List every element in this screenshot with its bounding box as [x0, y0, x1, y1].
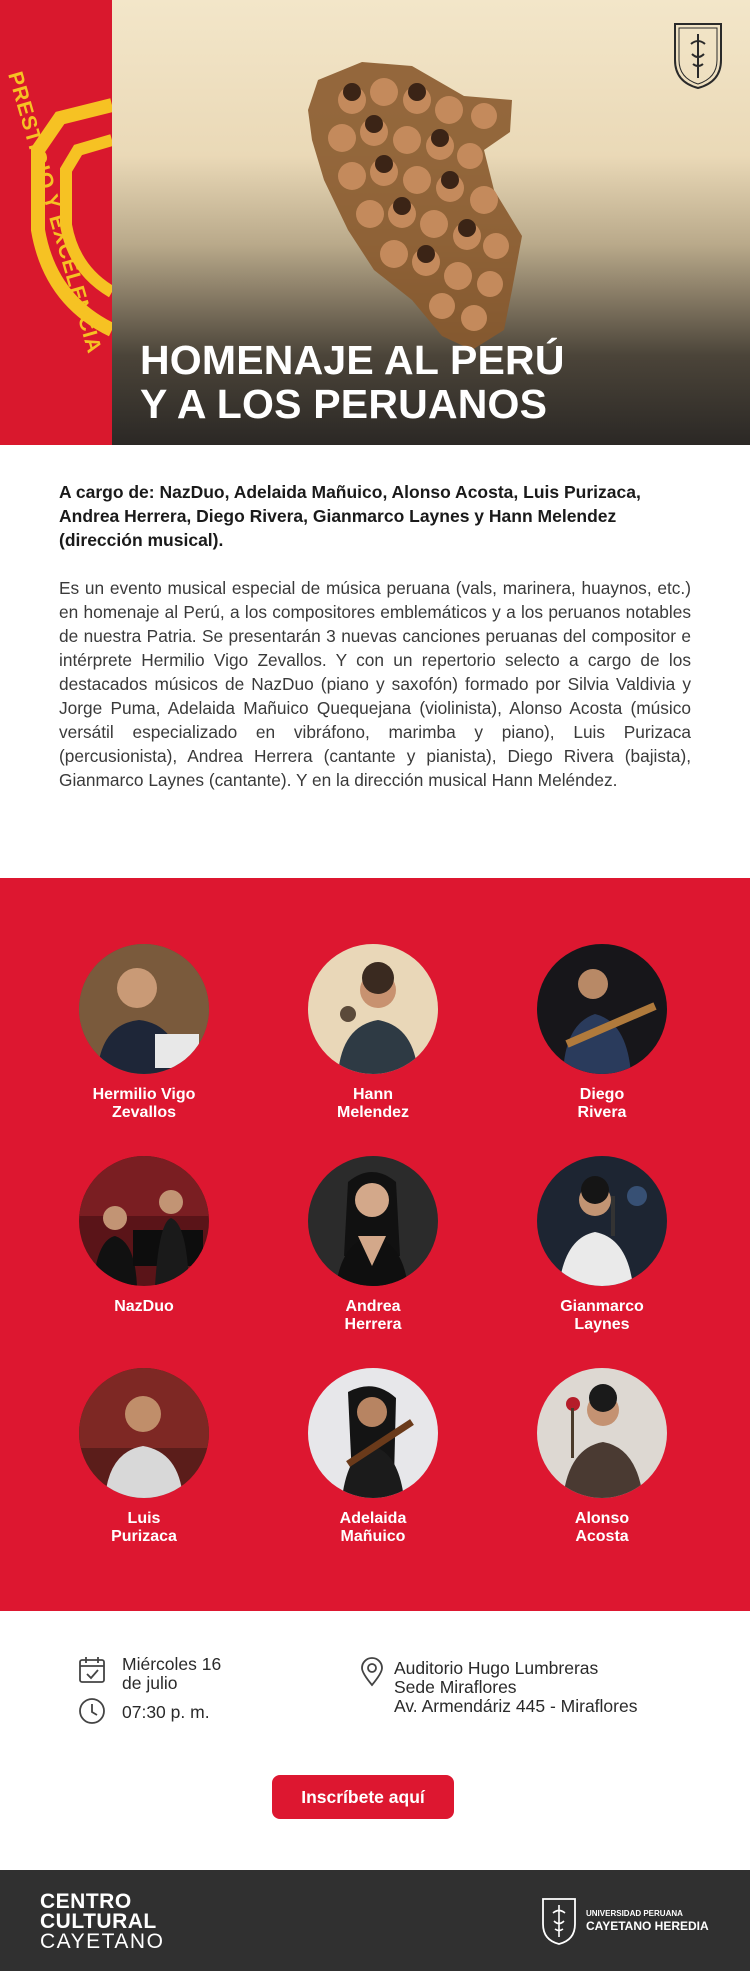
calendar-icon [78, 1655, 106, 1685]
footer [0, 1870, 750, 1971]
side-text: PRESTIGIO Y EXCELENCIA [3, 69, 106, 357]
artist-photo [308, 1368, 438, 1498]
artist-card [502, 944, 702, 1122]
brand-line-1: CENTRO [40, 1890, 132, 1913]
artist-photo [79, 1156, 209, 1286]
artist-card [273, 944, 473, 1122]
artist-name: Hann Melendez [336, 1086, 409, 1121]
artist-photo [79, 944, 209, 1074]
title-line-2: Y A LOS PERUANOS [140, 381, 548, 427]
artist-card [44, 944, 244, 1122]
artist-name: Luis Purizaca [111, 1510, 177, 1545]
artist-name: NazDuo [114, 1298, 174, 1315]
event-time [78, 1697, 210, 1725]
shield-emblem-icon [0, 0, 112, 445]
event-intro [59, 480, 691, 792]
register-button[interactable]: Inscríbete aquí [272, 1775, 454, 1819]
time-text: 07:30 p. m. [122, 1702, 210, 1722]
artist-photo [79, 1368, 209, 1498]
performers-credits: A cargo de: NazDuo, Adelaida Mañuico, Alonso Acosta, Luis Purizaca, Andrea Herrera, Diego Rivera, Gianmarco Laynes y Hann Melendez (dirección musical). [59, 482, 641, 550]
artist-photo [537, 944, 667, 1074]
artist-card [273, 1368, 473, 1546]
cultural-center-logo [40, 1892, 164, 1952]
artist-name: Hermilio Vigo Zevallos [92, 1086, 196, 1121]
university-crest-icon [540, 1896, 578, 1946]
artist-name: Diego Rivera [577, 1086, 627, 1121]
artist-card [44, 1156, 244, 1316]
artist-card [502, 1156, 702, 1334]
hero-side-panel [0, 0, 112, 445]
artist-name: Adelaida Mañuico [339, 1510, 407, 1545]
event-title [140, 338, 565, 426]
artist-photo [537, 1156, 667, 1286]
university-crest-icon [671, 20, 725, 92]
artist-name: Alonso Acosta [574, 1510, 630, 1545]
university-label-main: CAYETANO HEREDIA [586, 1919, 709, 1933]
title-line-1: HOMENAJE AL PERÚ [140, 337, 565, 383]
artist-photo [308, 1156, 438, 1286]
event-description: Es un evento musical especial de música peruana (vals, marinera, huaynos, etc.) en homenaje al Perú, a los compositores emblemáticos y a los peruanos notables de nuestra Patria. Se presentarán 3 nuevas canciones peruanas del compositor e intérprete Hermilio Vigo Zevallos. Y con un repertorio selecto a cargo de los destacados músicos de NazDuo (piano y saxofón) formado por Silvia Valdivia y Jorge Puma, Adelaida Mañuico Quequejana (violinista), Alonso Acosta (músico versátil especializado en vibráfono, marimba y piano), Luis Purizaca (percusionista), Andrea Herrera (cantante y pianista), Diego Rivera (bajista), Gianmarco Laynes (cantante). Y en la dirección musical Hann Meléndez. [59, 578, 691, 790]
brand-line-3: CAYETANO [40, 1930, 165, 1953]
artist-card [502, 1368, 702, 1546]
event-details [0, 1611, 750, 1870]
venue-text: Auditorio Hugo Lumbreras Sede Miraflores Av. Armendáriz 445 - Miraflores [394, 1658, 638, 1716]
artist-name: Andrea Herrera [344, 1298, 402, 1333]
artist-photo [308, 944, 438, 1074]
event-venue [360, 1657, 637, 1716]
hero-banner [0, 0, 750, 445]
university-label-small: UNIVERSIDAD PERUANA [586, 1909, 683, 1918]
artist-card [44, 1368, 244, 1546]
location-pin-icon [360, 1657, 384, 1687]
brand-line-2: CULTURAL [40, 1910, 157, 1933]
university-logo [540, 1896, 709, 1946]
artist-name: Gianmarco Laynes [560, 1298, 644, 1333]
artists-section [0, 878, 750, 1611]
date-text: Miércoles 16 de julio [122, 1654, 222, 1693]
artist-card [273, 1156, 473, 1334]
event-date [78, 1655, 221, 1693]
clock-icon [78, 1697, 106, 1725]
artist-photo [537, 1368, 667, 1498]
